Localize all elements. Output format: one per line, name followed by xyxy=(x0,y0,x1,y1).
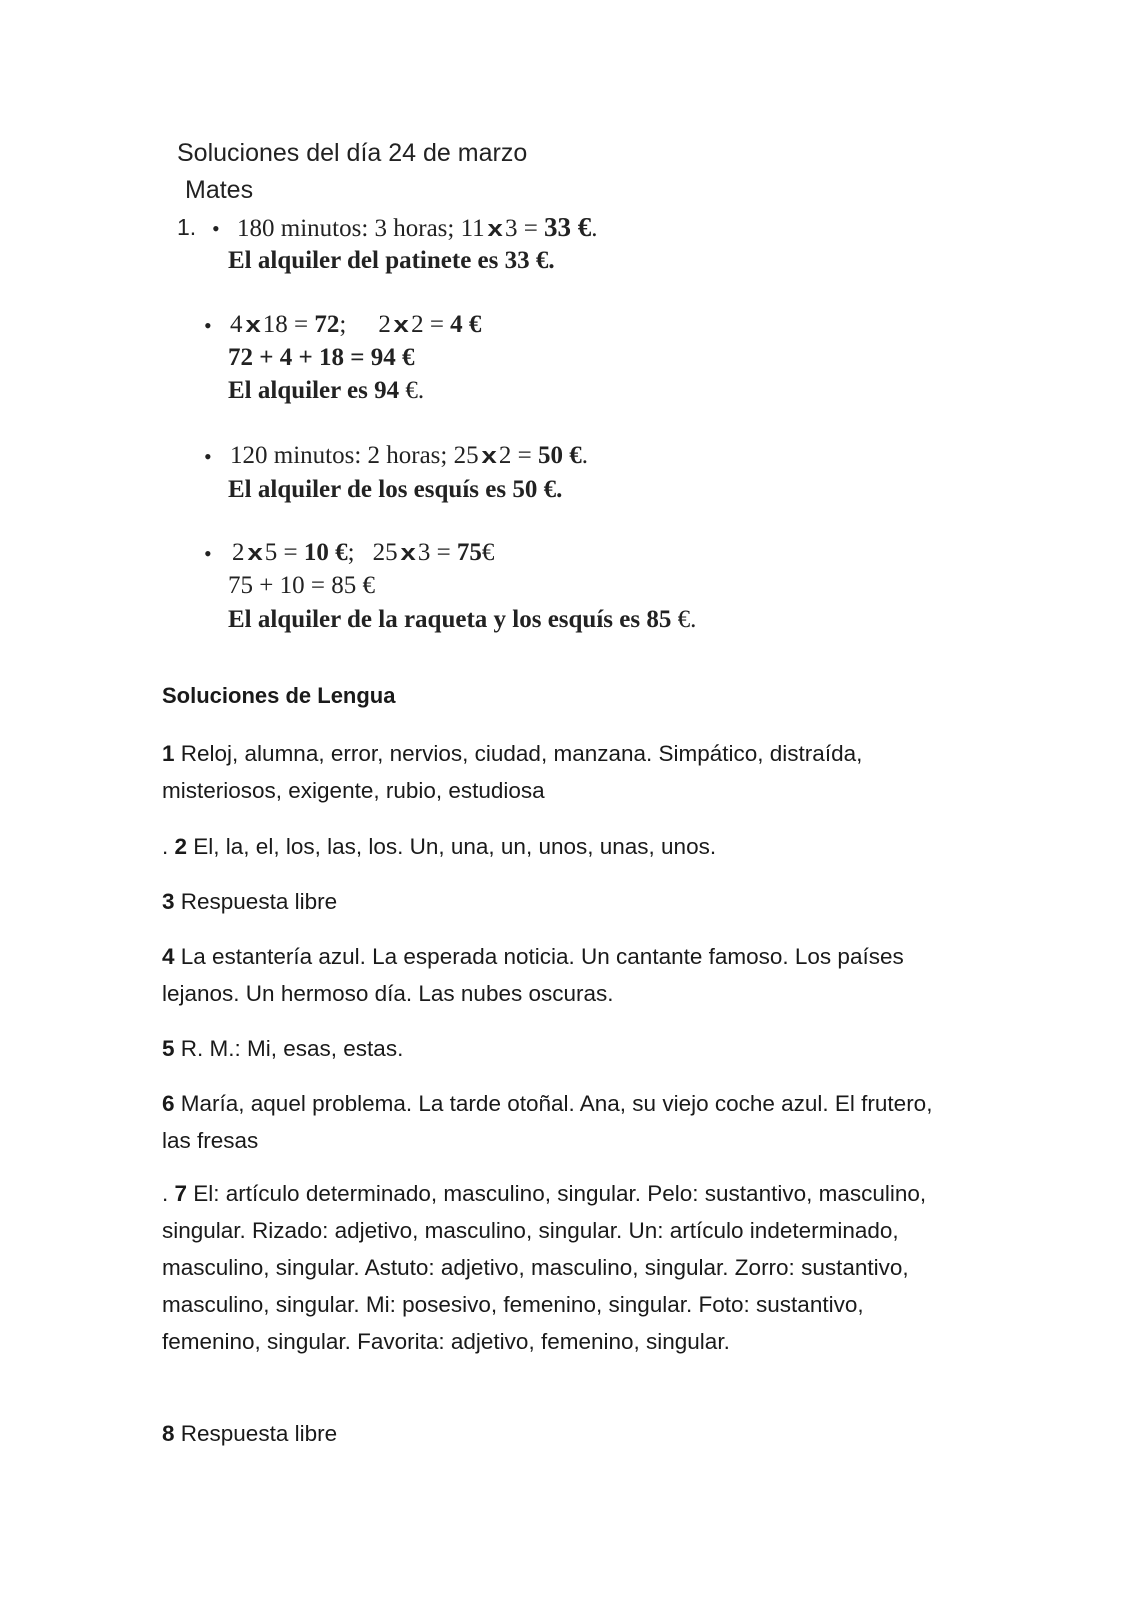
math-item-1-line-1: 180 minutos: 3 horas; 11 x3 = 33 €. xyxy=(237,212,598,242)
math-item-4-line-2: 75 + 10 = 85 € xyxy=(228,572,375,599)
math-item-2-line-2: 72 + 4 + 18 = 94 € xyxy=(228,344,415,371)
lengua-answer-3: 3 Respuesta libre xyxy=(162,889,338,914)
math-item-1-result: El alquiler del patinete es 33 €. xyxy=(228,247,555,274)
exercise-number: 1. xyxy=(177,214,197,240)
lengua-answer-6: 6 María, aquel problema. La tarde otoñal. Ana, su viejo coche azul. El frutero, las fresas xyxy=(162,1091,933,1153)
subject-heading-mates: Mates xyxy=(185,176,254,204)
bullet-icon: • xyxy=(204,313,212,338)
bullet-icon: • xyxy=(204,444,212,469)
bullet-icon: • xyxy=(212,216,220,241)
lengua-answer-7: . 7 El: artículo determinado, masculino, singular. Pelo: sustantivo, masculino, singular. Rizado: adjetivo, masculino, singular. Un: artículo indeterminado, masculino, singular. Astuto: adjetivo, masculino, singular. Zorro: sustantivo, masculino, singular. Mi: posesivo, femenino, singular. Foto: sustantivo, femenino, singular. Favorita: adjetivo, femenino, singular. xyxy=(162,1181,927,1354)
math-item-4-result: El alquiler de la raqueta y los esquís es 85 €. xyxy=(228,606,697,633)
math-item-3-result: El alquiler de los esquís es 50 €. xyxy=(228,476,563,503)
page-title: Soluciones del día 24 de marzo xyxy=(177,139,528,167)
lengua-heading: Soluciones de Lengua xyxy=(162,683,396,708)
math-item-3-line-1: 120 minutos: 2 horas; 25 x2 = 50 €. xyxy=(230,442,588,469)
lengua-answer-2: . 2 El, la, el, los, las, los. Un, una, un, unos, unas, unos. xyxy=(162,834,717,859)
math-item-2-line-1: 4 x18 = 72; 2 x2 = 4 € xyxy=(230,311,482,338)
math-item-4-line-1: 2 x5 = 10 €; 25 x3 = 75€ xyxy=(232,539,495,566)
math-item-2-result: El alquiler es 94 €. xyxy=(228,377,425,404)
lengua-answer-5: 5 R. M.: Mi, esas, estas. xyxy=(162,1036,404,1061)
lengua-answer-4: 4 La estantería azul. La esperada noticia. Un cantante famoso. Los países lejanos. Un hermoso día. Las nubes oscuras. xyxy=(162,944,904,1006)
bullet-icon: • xyxy=(204,541,212,566)
lengua-answer-8: 8 Respuesta libre xyxy=(162,1421,338,1446)
lengua-answer-1: 1 Reloj, alumna, error, nervios, ciudad, manzana. Simpático, distraída, misteriosos, exigente, rubio, estudiosa xyxy=(162,741,863,803)
